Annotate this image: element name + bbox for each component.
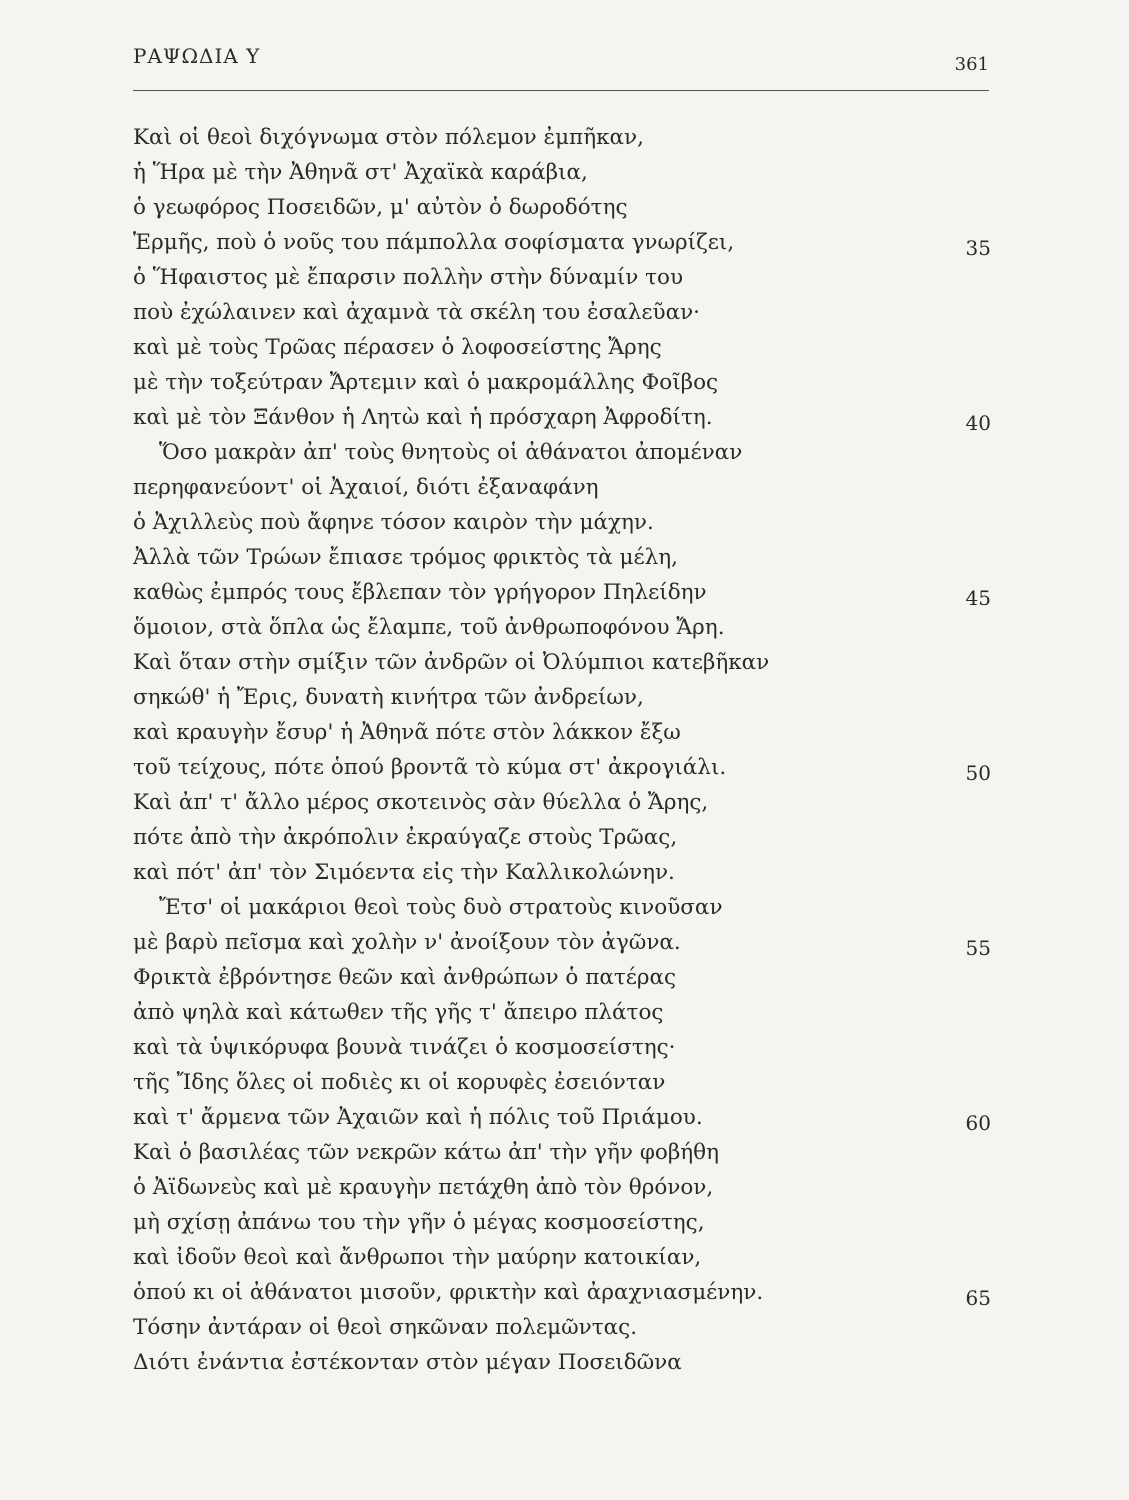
verse-line	[133, 1275, 991, 1310]
verse-text: ἀπὸ ψηλὰ καὶ κάτωθεν τῆς γῆς τ' ἄπειρο πλάτος	[133, 1000, 664, 1025]
line-number: 65	[965, 1286, 991, 1310]
verse-text: περηφανεύοντ' οἱ Ἀχαιοί, διότι ἐξαναφάνη	[133, 475, 599, 500]
verse-line	[133, 225, 991, 260]
verse-text: ὁ Ἀϊδωνεὺς καὶ μὲ κραυγὴν πετάχθη ἀπὸ τὸν θρόνον,	[133, 1175, 714, 1200]
verse-line	[133, 1205, 991, 1240]
verse-line	[133, 120, 991, 155]
line-number: 45	[965, 586, 991, 610]
verse-text: Καὶ οἱ θεοὶ διχόγνωμα στὸν πόλεμον ἐμπῆκαν,	[133, 125, 644, 150]
line-number: 55	[965, 936, 991, 960]
verse-text: Καὶ ὁ βασιλέας τῶν νεκρῶν κάτω ἀπ' τὴν γῆν φοβήθη	[133, 1140, 719, 1165]
verse-line	[133, 1030, 991, 1065]
verse-text: Διότι ἐνάντια ἐστέκονταν στὸν μέγαν Ποσειδῶνα	[133, 1350, 682, 1375]
verse-line	[133, 1100, 991, 1135]
verse-text: καὶ τὰ ὑψικόρυφα βουνὰ τινάζει ὁ κοσμοσείστης·	[133, 1035, 676, 1060]
verse-text: Τόσην ἀντάραν οἱ θεοὶ σηκῶναν πολεμῶντας.	[133, 1315, 638, 1340]
verse-text: καὶ ἰδοῦν θεοὶ καὶ ἄνθρωποι τὴν μαύρην κατοικίαν,	[133, 1245, 702, 1270]
verse-line	[133, 155, 991, 190]
verse-text: Φρικτὰ ἐβρόντησε θεῶν καὶ ἀνθρώπων ὁ πατέρας	[133, 965, 677, 990]
verse-line	[133, 820, 991, 855]
verse-line	[133, 1240, 991, 1275]
verse-line	[133, 330, 991, 365]
verse-text: μὲ τὴν τοξεύτραν Ἄρτεμιν καὶ ὁ μακρομάλλης Φοῖβος	[133, 370, 719, 395]
verse-line	[133, 470, 991, 505]
verse-text: καὶ κραυγὴν ἔσυρ' ἡ Ἀθηνᾶ πότε στὸν λάκκον ἔξω	[133, 720, 681, 745]
verse-text: Καὶ ἀπ' τ' ἄλλο μέρος σκοτεινὸς σὰν θύελλα ὁ Ἄρης,	[133, 790, 709, 815]
line-number: 40	[965, 411, 991, 435]
verse-text: Ἀλλὰ τῶν Τρώων ἔπιασε τρόμος φρικτὸς τὰ μέλη,	[133, 545, 678, 570]
verse-line	[133, 400, 991, 435]
line-number: 60	[965, 1111, 991, 1135]
verse-block	[133, 120, 991, 1380]
verse-text: ὁπού κι οἱ ἀθάνατοι μισοῦν, φρικτὴν καὶ ἀραχνιασμένην.	[133, 1280, 764, 1305]
verse-text: καὶ πότ' ἀπ' τὸν Σιμόεντα εἰς τὴν Καλλικολώνην.	[133, 860, 675, 885]
verse-text: μὴ σχίσῃ ἀπάνω του τὴν γῆν ὁ μέγας κοσμοσείστης,	[133, 1210, 705, 1235]
verse-line	[133, 925, 991, 960]
verse-text: καθὼς ἐμπρός τους ἔβλεπαν τὸν γρήγορον Πηλείδην	[133, 580, 707, 605]
verse-text: Καὶ ὅταν στὴν σμίξιν τῶν ἀνδρῶν οἱ Ὀλύμπιοι κατεβῆκαν	[133, 650, 770, 675]
line-number: 35	[965, 236, 991, 260]
verse-text: μὲ βαρὺ πεῖσμα καὶ χολὴν ν' ἀνοίξουν τὸν ἀγῶνα.	[133, 930, 681, 955]
verse-text: Ἔτσ' οἱ μακάριοι θεοὶ τοὺς δυὸ στρατοὺς κινοῦσαν	[159, 895, 723, 920]
verse-line	[133, 855, 991, 890]
verse-line	[133, 960, 991, 995]
verse-line	[133, 715, 991, 750]
verse-line	[133, 995, 991, 1030]
page-number: 361	[954, 54, 989, 75]
verse-text: ὁ γεωφόρος Ποσειδῶν, μ' αὐτὸν ὁ δωροδότης	[133, 195, 628, 220]
running-head: ΡΑΨΩΔΙΑ Υ	[133, 44, 261, 68]
verse-text: Ὅσο μακρὰν ἀπ' τοὺς θνητοὺς οἱ ἀθάνατοι ἀπομέναν	[159, 440, 743, 465]
verse-line	[133, 1065, 991, 1100]
verse-line	[133, 190, 991, 225]
verse-text: τῆς Ἴδης ὅλες οἱ ποδιὲς κι οἱ κορυφὲς ἐσειόνταν	[133, 1070, 666, 1095]
verse-line	[133, 680, 991, 715]
verse-text: καὶ μὲ τὸν Ξάνθον ἡ Λητὼ καὶ ἡ πρόσχαρη Ἀφροδίτη.	[133, 405, 713, 430]
verse-line	[133, 1310, 991, 1345]
header-rule	[133, 90, 989, 91]
line-number: 50	[965, 761, 991, 785]
verse-text: ὁ Ἀχιλλεὺς ποὺ ἄφηνε τόσον καιρὸν τὴν μάχην.	[133, 510, 654, 535]
verse-text: καὶ τ' ἄρμενα τῶν Ἀχαιῶν καὶ ἡ πόλις τοῦ Πριάμου.	[133, 1105, 703, 1130]
verse-line	[133, 785, 991, 820]
verse-line	[133, 295, 991, 330]
verse-line	[133, 435, 991, 470]
verse-text: ποὺ ἐχώλαινεν καὶ ἀχαμνὰ τὰ σκέλη του ἐσαλεῦαν·	[133, 300, 701, 325]
verse-text: τοῦ τείχους, πότε ὁπού βροντᾶ τὸ κύμα στ' ἀκρογιάλι.	[133, 755, 727, 780]
verse-text: ἡ Ἥρα μὲ τὴν Ἀθηνᾶ στ' Ἀχαϊκὰ καράβια,	[133, 160, 588, 185]
verse-line	[133, 890, 991, 925]
verse-text: καὶ μὲ τοὺς Τρῶας πέρασεν ὁ λοφοσείστης Ἄρης	[133, 335, 662, 360]
verse-line	[133, 505, 991, 540]
verse-text: σηκώθ' ἡ Ἔρις, δυνατὴ κινήτρα τῶν ἀνδρείων,	[133, 685, 644, 710]
verse-text: ὁ Ἥφαιστος μὲ ἔπαρσιν πολλὴν στὴν δύναμίν του	[133, 265, 684, 290]
verse-text: Ἑρμῆς, ποὺ ὁ νοῦς του πάμπολλα σοφίσματα γνωρίζει,	[133, 230, 735, 255]
verse-line	[133, 260, 991, 295]
verse-line	[133, 750, 991, 785]
verse-line	[133, 575, 991, 610]
verse-line	[133, 540, 991, 575]
verse-line	[133, 1170, 991, 1205]
verse-line	[133, 645, 991, 680]
verse-line	[133, 365, 991, 400]
verse-line	[133, 1135, 991, 1170]
verse-text: ὅμοιον, στὰ ὅπλα ὡς ἔλαμπε, τοῦ ἀνθρωποφόνου Ἄρη.	[133, 615, 725, 640]
verse-line	[133, 610, 991, 645]
verse-line	[133, 1345, 991, 1380]
verse-text: πότε ἀπὸ τὴν ἀκρόπολιν ἐκραύγαζε στοὺς Τρῶας,	[133, 825, 678, 850]
